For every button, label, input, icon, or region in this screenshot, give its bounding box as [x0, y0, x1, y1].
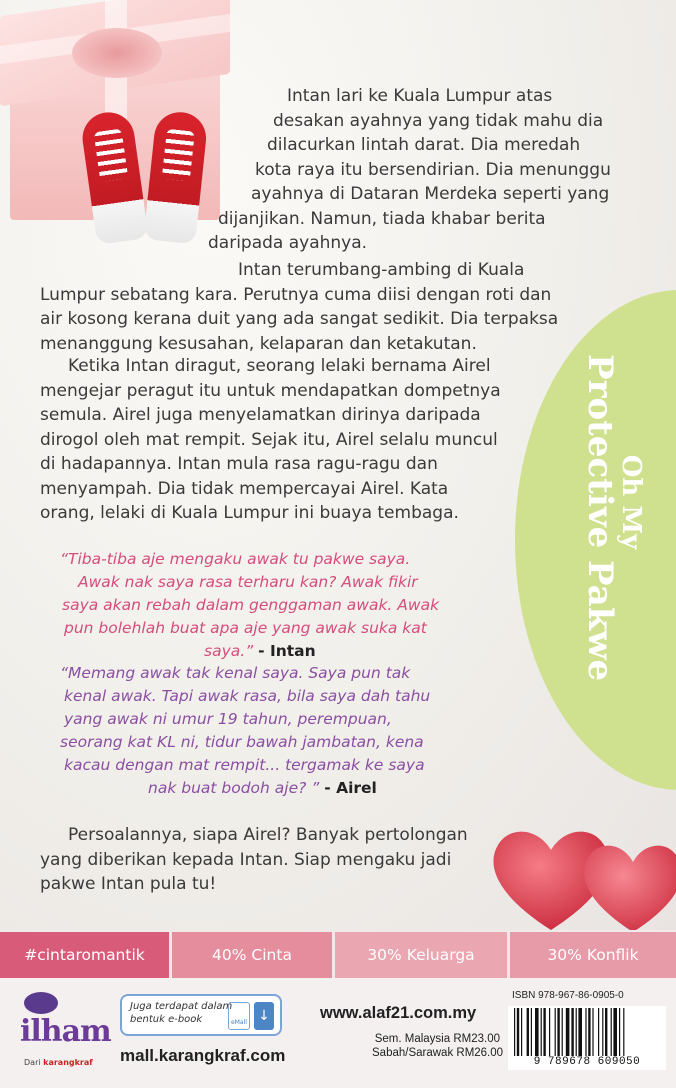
- publisher-logo: [18, 988, 111, 1083]
- footer: [0, 978, 676, 1088]
- quote-speaker: - Airel: [324, 779, 377, 797]
- synopsis-paragraph-1: [208, 84, 611, 256]
- website-url: www.alaf21.com.my: [320, 1004, 477, 1022]
- publisher-subtitle: Dari karangkraf: [24, 1058, 93, 1067]
- price-list: [372, 1032, 504, 1060]
- closing-paragraph: [40, 823, 560, 897]
- publisher-mark-icon: [24, 992, 58, 1014]
- synopsis-line: mengejar peragut itu untuk mendapatkan dompetnya: [40, 380, 501, 401]
- synopsis-line: kota raya itu bersendirian. Dia menunggu: [255, 159, 611, 180]
- publisher-name: ilham: [20, 1014, 111, 1049]
- quote-line: seorang kat KL ni, tidur bawah jambatan, kena: [60, 733, 424, 751]
- mall-url: mall.karangkraf.com: [120, 1046, 286, 1065]
- quote-speaker: - Intan: [258, 642, 316, 660]
- quote-line: kacau dengan mat rempit... tergamak ke saya: [64, 756, 425, 774]
- tag-konflik: 30% Konflik: [507, 932, 676, 978]
- tag-cinta: 40% Cinta: [169, 932, 332, 978]
- quote-line: kenal awak. Tapi awak rasa, bila saya dah tahu: [64, 687, 431, 705]
- synopsis-line: air kosong kerana duit yang ada sangat sedikit. Dia terpaksa: [40, 309, 559, 329]
- synopsis-paragraph-2: [40, 258, 560, 356]
- synopsis-line: Lumpur sebatang kara. Perutnya cuma diisi dengan roti dan: [40, 284, 552, 305]
- synopsis-line: Intan terumbang-ambing di Kuala: [238, 260, 525, 280]
- quote-line: saya.”: [204, 642, 254, 660]
- quote-line: saya akan rebah dalam genggaman awak. Awak: [62, 596, 440, 614]
- synopsis-line: Intan lari ke Kuala Lumpur atas: [287, 86, 553, 106]
- isbn-label: ISBN 978-967-86-0905-0: [512, 990, 624, 1001]
- tag-cintaromantik: #cintaromantik: [0, 932, 169, 978]
- synopsis-line: dijanjikan. Namun, tiada khabar berita: [218, 208, 546, 229]
- synopsis-line: menyampah. Dia tidak mempercayai Airel. Kata: [40, 478, 449, 499]
- quote-line: yang awak ni umur 19 tahun, perempuan,: [64, 710, 392, 728]
- synopsis-line: menanggung kesusahan, kelaparan dan ketakutan.: [40, 333, 477, 354]
- synopsis-line: dilacurkan lintah darat. Dia meredah: [267, 135, 581, 155]
- quote-line: nak buat bodoh aje? ”: [148, 779, 320, 797]
- price-sabah-sarawak: Sabah/Sarawak RM26.00: [372, 1047, 504, 1059]
- price-malaysia: Sem. Malaysia RM23.00: [374, 1033, 500, 1045]
- synopsis-line: di hadapannya. Intan mula rasa ragu-ragu dan: [40, 454, 438, 474]
- synopsis-paragraph-3: [40, 354, 560, 526]
- quote-intan: [60, 548, 580, 663]
- synopsis-line: semula. Airel juga menyelamatkan dirinya daripada: [40, 405, 481, 425]
- tag-keluarga: 30% Keluarga: [332, 932, 507, 978]
- genre-tag-bar: [0, 932, 676, 978]
- ebook-text: Juga terdapat dalam bentuk e-book: [130, 1001, 233, 1025]
- synopsis-line: dirogol oleh mat rempit. Sejak itu, Airel selalu muncul: [40, 429, 498, 450]
- synopsis-line: ayahnya di Dataran Merdeka seperti yang: [251, 184, 610, 204]
- quote-line: Awak nak saya rasa terharu kan? Awak fikir: [78, 573, 418, 591]
- title-line-2: Protective Pakwe: [579, 354, 620, 682]
- synopsis-line: Ketika Intan diragut, seorang lelaki bernama Airel: [68, 356, 491, 376]
- synopsis-line: daripada ayahnya.: [208, 233, 368, 253]
- barcode-number: 9 789678 609050: [533, 1056, 641, 1068]
- closing-line: yang diberikan kepada Intan. Siap mengaku jadi: [40, 849, 452, 870]
- quote-line: “Memang awak tak kenal saya. Saya pun tak: [60, 664, 411, 682]
- isbn-barcode: [508, 1006, 666, 1070]
- gift-box-shoes-illustration: [0, 0, 250, 240]
- closing-line: pakwe Intan pula tu!: [40, 874, 217, 894]
- quote-line: pun bolehlah buat apa aje yang awak suka kat: [64, 619, 427, 637]
- quote-airel: [60, 662, 580, 800]
- title-line-1: Oh My: [616, 454, 646, 550]
- download-arrow-icon: ↓: [254, 1002, 274, 1030]
- closing-line: Persoalannya, siapa Airel? Banyak pertolongan: [68, 825, 468, 845]
- synopsis-line: orang, lelaki di Kuala Lumpur ini buaya tembaga.: [40, 503, 459, 523]
- emall-icon: eMall: [228, 1002, 250, 1030]
- synopsis-line: desakan ayahnya yang tidak mahu dia: [273, 110, 604, 131]
- quote-line: “Tiba-tiba aje mengaku awak tu pakwe saya.: [60, 550, 411, 568]
- barcode-bars: [514, 1008, 660, 1056]
- ebook-badge: [120, 994, 282, 1036]
- heart-right-illustration: [578, 836, 676, 930]
